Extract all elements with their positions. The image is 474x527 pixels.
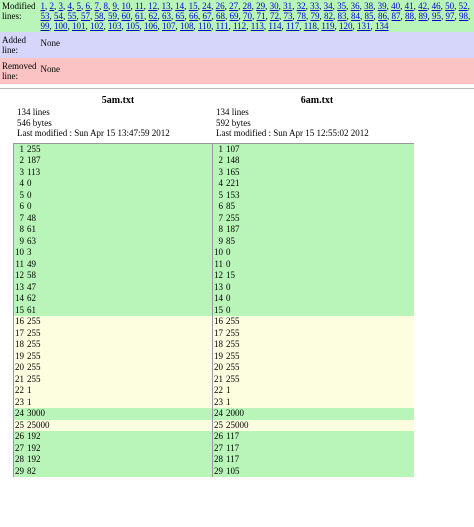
line-text: 0	[224, 293, 414, 305]
code-line	[213, 201, 414, 213]
modified-line-link[interactable]: 105	[126, 21, 140, 31]
modified-line-link[interactable]: 101	[72, 21, 86, 31]
line-number: 6	[14, 201, 25, 213]
right-file-modified: Last modified : Sun Apr 15 12:55:02 2012	[216, 128, 369, 138]
modified-line-link[interactable]: 68	[216, 11, 225, 21]
line-number: 5	[213, 190, 224, 202]
modified-line-link[interactable]: 99	[40, 21, 50, 31]
modified-line-link[interactable]: 59	[108, 11, 117, 21]
code-line	[14, 247, 215, 259]
code-line	[14, 190, 215, 202]
added-line-label: Added line:	[0, 32, 39, 58]
line-number: 6	[213, 201, 224, 213]
code-line	[14, 155, 215, 167]
modified-line-link[interactable]: 67	[202, 11, 212, 21]
modified-line-link[interactable]: 36	[350, 1, 360, 11]
line-text: 1	[25, 397, 215, 409]
modified-line-link[interactable]: 102	[90, 21, 104, 31]
line-number: 13	[214, 281, 223, 292]
file-comparison	[0, 89, 474, 509]
line-text: 0	[224, 259, 414, 271]
left-file-name: 5am.txt	[101, 95, 135, 106]
line-number: 17	[214, 327, 223, 338]
line-number: 3	[213, 167, 224, 179]
code-line	[213, 339, 414, 351]
modified-line-link[interactable]: 28	[242, 1, 252, 11]
code-line	[213, 270, 414, 282]
line-text: 48	[25, 213, 215, 225]
modified-line-link[interactable]: 5	[76, 1, 81, 11]
code-line	[14, 213, 215, 225]
modified-line-link[interactable]: 60	[121, 11, 131, 21]
modified-line-link[interactable]: 103	[108, 21, 122, 31]
line-text: 0	[224, 305, 414, 317]
line-text: 255	[25, 316, 215, 328]
line-number: 23	[214, 396, 223, 407]
modified-line-link[interactable]: 61	[135, 11, 144, 21]
code-line	[213, 328, 414, 340]
left-file-modified: Last modified : Sun Apr 15 13:47:59 2012	[17, 128, 170, 138]
modified-line-link[interactable]: 73	[283, 11, 293, 21]
code-line	[213, 282, 414, 294]
modified-line-link[interactable]: 26	[215, 1, 225, 11]
code-line	[14, 431, 215, 443]
modified-line-link[interactable]: 15	[188, 1, 198, 11]
modified-line-link[interactable]: 34	[323, 1, 333, 11]
line-number: 11	[15, 258, 24, 269]
modified-line-link[interactable]: 134	[375, 21, 389, 31]
line-number: 18	[15, 339, 24, 349]
line-text: 187	[224, 224, 414, 236]
code-line	[213, 167, 414, 179]
line-number: 5	[14, 190, 25, 202]
modified-line-link[interactable]: 32	[296, 1, 306, 11]
line-number: 28	[214, 454, 223, 464]
modified-line-link[interactable]: 2	[49, 1, 54, 11]
code-line	[213, 259, 414, 271]
line-text: 117	[224, 443, 414, 455]
modified-line-link[interactable]: 72	[270, 11, 279, 21]
line-number: 27	[15, 442, 24, 453]
line-number: 19	[214, 350, 223, 361]
modified-line-link[interactable]: 108	[180, 21, 194, 31]
modified-line-link[interactable]: 53	[40, 11, 50, 21]
line-number: 13	[15, 281, 24, 292]
line-number: 25	[214, 419, 223, 430]
line-number: 23	[15, 396, 24, 407]
code-line	[213, 213, 414, 225]
line-text: 61	[25, 224, 215, 236]
left-file-panel	[13, 95, 223, 477]
line-text: 221	[224, 178, 414, 190]
line-text: 192	[25, 431, 215, 443]
modified-lines-label: Modified lines:	[0, 0, 39, 32]
legend-added-row	[0, 32, 474, 58]
modified-line-link[interactable]: 113	[250, 21, 264, 31]
modified-line-link[interactable]: 42	[418, 1, 428, 11]
code-line	[14, 397, 215, 409]
code-line	[14, 270, 215, 282]
line-text: 255	[224, 328, 414, 340]
line-number: 9	[213, 236, 224, 248]
line-number: 20	[15, 362, 24, 372]
code-line	[14, 408, 215, 420]
modified-line-link[interactable]: 31	[283, 1, 293, 11]
modified-line-link[interactable]: 8	[103, 1, 108, 11]
code-line	[14, 351, 215, 363]
line-text: 63	[25, 236, 215, 248]
line-number: 29	[214, 465, 223, 476]
line-text: 255	[25, 328, 215, 340]
line-number: 8	[14, 224, 25, 236]
modified-line-link[interactable]: 88	[405, 11, 414, 21]
modified-line-link[interactable]: 131	[357, 21, 371, 31]
line-number: 19	[15, 350, 24, 361]
modified-line-link[interactable]: 85	[364, 11, 374, 21]
modified-line-link[interactable]: 12	[148, 1, 158, 11]
line-number: 22	[15, 385, 24, 395]
code-line	[213, 247, 414, 259]
line-text: 192	[25, 454, 215, 466]
code-line	[213, 466, 414, 478]
line-number: 15	[214, 304, 223, 315]
line-number: 8	[213, 224, 224, 236]
line-number: 16	[15, 316, 24, 326]
line-text: 148	[224, 155, 414, 167]
modified-line-link[interactable]: 69	[229, 11, 239, 21]
code-line	[213, 454, 414, 466]
modified-line-link[interactable]: 86	[378, 11, 387, 21]
code-line	[213, 374, 414, 386]
modified-line-link[interactable]: 40	[391, 1, 401, 11]
line-text: 25000	[224, 420, 414, 432]
modified-line-link[interactable]: 30	[269, 1, 279, 11]
modified-line-link[interactable]: 111	[215, 21, 229, 31]
line-text: 0	[25, 178, 215, 190]
line-number: 12	[214, 270, 223, 280]
line-number: 10	[15, 247, 24, 257]
code-line	[213, 397, 414, 409]
modified-line-link[interactable]: 84	[351, 11, 360, 21]
code-line	[14, 339, 215, 351]
line-text: 82	[25, 466, 215, 478]
line-text: 255	[25, 374, 215, 386]
line-text: 255	[25, 351, 215, 363]
line-number: 7	[213, 213, 224, 225]
line-text: 85	[224, 201, 414, 213]
modified-line-link[interactable]: 114	[268, 21, 282, 31]
code-line	[14, 293, 215, 305]
right-file-content[interactable]	[212, 143, 414, 478]
line-text: 0	[25, 190, 215, 202]
line-text: 255	[25, 339, 215, 351]
line-number: 11	[214, 258, 223, 269]
modified-line-link[interactable]: 89	[418, 11, 428, 21]
code-line	[14, 259, 215, 271]
line-number: 21	[214, 373, 223, 384]
line-text: 187	[25, 155, 215, 167]
modified-line-link[interactable]: 71	[256, 11, 266, 21]
line-number: 17	[15, 327, 24, 338]
line-text: 117	[224, 431, 414, 443]
line-text: 107	[224, 144, 414, 156]
line-number: 14	[214, 293, 223, 303]
line-text: 255	[224, 339, 414, 351]
modified-line-link[interactable]: 11	[135, 1, 144, 11]
line-text: 47	[25, 282, 215, 294]
code-line	[14, 236, 215, 248]
modified-line-link[interactable]: 6	[85, 1, 90, 11]
modified-line-link[interactable]: 117	[286, 21, 300, 31]
line-text: 49	[25, 259, 215, 271]
line-number: 2	[14, 155, 25, 167]
modified-line-link[interactable]: 63	[162, 11, 171, 21]
code-line	[14, 144, 215, 156]
removed-line-value: None	[39, 58, 474, 84]
modified-line-link[interactable]: 65	[175, 11, 185, 21]
line-number: 3	[14, 167, 25, 179]
modified-line-link[interactable]: 83	[337, 11, 347, 21]
line-number: 2	[213, 155, 224, 167]
line-text: 2000	[224, 408, 414, 420]
line-text: 113	[25, 167, 215, 179]
line-number: 7	[14, 213, 25, 225]
line-number: 25	[15, 419, 24, 430]
line-number: 28	[15, 454, 24, 464]
line-text: 25000	[25, 420, 215, 432]
modified-line-link[interactable]: 107	[162, 21, 176, 31]
modified-line-link[interactable]: 120	[339, 21, 353, 31]
diff-legend	[0, 0, 474, 84]
line-number: 21	[15, 373, 24, 384]
line-text: 15	[224, 270, 414, 282]
line-text: 153	[224, 190, 414, 202]
code-line	[213, 420, 414, 432]
line-text: 255	[25, 362, 215, 374]
line-text: 255	[224, 213, 414, 225]
modified-line-link[interactable]: 100	[54, 21, 68, 31]
modified-line-link[interactable]: 118	[303, 21, 317, 31]
modified-line-link[interactable]: 70	[243, 11, 252, 21]
modified-line-link[interactable]: 119	[321, 21, 335, 31]
line-text: 1	[25, 385, 215, 397]
code-line	[213, 351, 414, 363]
modified-line-link[interactable]: 10	[121, 1, 131, 11]
code-line	[213, 190, 414, 202]
left-file-line-count: 134 lines	[17, 107, 50, 117]
line-number: 18	[214, 339, 223, 349]
line-text: 0	[224, 247, 414, 259]
line-text: 255	[224, 374, 414, 386]
code-line	[14, 305, 215, 317]
modified-line-link[interactable]: 9	[112, 1, 117, 11]
legend-removed-row	[0, 58, 474, 84]
line-text: 85	[224, 236, 414, 248]
modified-line-link[interactable]: 29	[256, 1, 266, 11]
code-line	[14, 420, 215, 432]
modified-line-link[interactable]: 95	[432, 11, 441, 21]
modified-line-link[interactable]: 79	[310, 11, 320, 21]
line-text: 62	[25, 293, 215, 305]
removed-line-label: Removed line:	[0, 58, 39, 84]
modified-line-link[interactable]: 33	[310, 1, 320, 11]
modified-line-link[interactable]: 14	[175, 1, 185, 11]
line-text: 255	[25, 144, 215, 156]
line-text: 3000	[25, 408, 215, 420]
code-line	[14, 362, 215, 374]
code-line	[213, 293, 414, 305]
line-text: 255	[224, 362, 414, 374]
modified-line-link[interactable]: 87	[391, 11, 401, 21]
line-number: 10	[214, 247, 223, 257]
line-text: 192	[25, 443, 215, 455]
code-line	[213, 178, 414, 190]
code-line	[14, 178, 215, 190]
right-file-line-count: 134 lines	[216, 107, 249, 117]
line-text: 3	[25, 247, 215, 259]
modified-line-link[interactable]: 13	[161, 1, 171, 11]
left-file-size: 546 bytes	[17, 117, 52, 128]
code-line	[14, 328, 215, 340]
modified-lines-links: 1, 2, 3, 4, 5, 6, 7, 8, 9, 10, 11, 12, 13, 14, 15, 24, 26, 27, 28, 29, 30, 31, 32, 33, 34, 35, 36, 38, 39, 40, 41, 42, 46, 50, 52, 53, 54, 55, 57, 58, 59, 60, 61, 62, 63, 65, 66, 67, 68, 69, 70, 71, 72, 73, 78, 79, 82, 83, 84, 85, 86, 87, 88, 89, 95, 97, 98, 99, 100, 101, 102, 103, 105, 106, 107, 108, 110, 111, 112, 113, 114, 117, 118, 119, 120, 131, 134	[39, 0, 474, 32]
left-file-content[interactable]	[13, 143, 215, 478]
line-number: 24	[214, 408, 223, 418]
modified-line-link[interactable]: 58	[94, 11, 104, 21]
added-line-value: None	[39, 32, 474, 58]
modified-line-link[interactable]: 50	[445, 1, 455, 11]
code-line	[213, 305, 414, 317]
right-file-name: 6am.txt	[300, 95, 334, 106]
code-line	[213, 144, 414, 156]
modified-line-link[interactable]: 106	[144, 21, 158, 31]
code-line	[213, 224, 414, 236]
modified-line-link[interactable]: 110	[198, 21, 212, 31]
modified-line-link[interactable]: 1	[40, 1, 45, 11]
line-number: 16	[214, 316, 223, 326]
code-line	[14, 201, 215, 213]
line-number: 22	[214, 385, 223, 395]
line-number: 15	[15, 304, 24, 315]
right-file-panel	[212, 95, 422, 477]
line-text: 1	[224, 385, 414, 397]
code-line	[213, 316, 414, 328]
line-text: 61	[25, 305, 215, 317]
modified-line-link[interactable]: 66	[189, 11, 198, 21]
line-text: 165	[224, 167, 414, 179]
code-line	[213, 155, 414, 167]
modified-line-link[interactable]: 57	[81, 11, 90, 21]
modified-line-link[interactable]: 27	[229, 1, 239, 11]
modified-line-link[interactable]: 7	[94, 1, 99, 11]
modified-line-link[interactable]: 112	[233, 21, 247, 31]
code-line	[14, 167, 215, 179]
line-number: 20	[214, 362, 223, 372]
code-line	[14, 454, 215, 466]
right-file-size: 592 bytes	[216, 117, 251, 128]
line-number: 1	[213, 144, 224, 156]
line-number: 12	[15, 270, 24, 280]
line-text: 0	[224, 282, 414, 294]
modified-line-link[interactable]: 35	[337, 1, 347, 11]
line-number: 27	[214, 442, 223, 453]
modified-line-link[interactable]: 78	[297, 11, 306, 21]
modified-line-link[interactable]: 41	[404, 1, 414, 11]
code-line	[14, 282, 215, 294]
line-text: 58	[25, 270, 215, 282]
line-number: 4	[14, 178, 25, 190]
line-text: 117	[224, 454, 414, 466]
code-line	[14, 316, 215, 328]
line-number: 24	[15, 408, 24, 418]
modified-line-link[interactable]: 24	[202, 1, 212, 11]
line-text: 255	[224, 316, 414, 328]
line-number: 29	[15, 465, 24, 476]
modified-line-link[interactable]: 98	[459, 11, 468, 21]
code-line	[14, 374, 215, 386]
code-line	[213, 431, 414, 443]
line-number: 4	[213, 178, 224, 190]
modified-line-link[interactable]: 39	[377, 1, 387, 11]
modified-line-link[interactable]: 38	[364, 1, 374, 11]
legend-modified-row	[0, 0, 474, 32]
line-number: 9	[14, 236, 25, 248]
modified-line-link[interactable]: 52	[458, 1, 468, 11]
code-line	[14, 385, 215, 397]
code-line	[14, 466, 215, 478]
modified-line-link[interactable]: 3	[58, 1, 63, 11]
line-text: 0	[25, 201, 215, 213]
code-line	[213, 236, 414, 248]
modified-line-link[interactable]: 46	[431, 1, 441, 11]
code-line	[213, 385, 414, 397]
modified-line-link[interactable]: 4	[67, 1, 72, 11]
code-line	[213, 408, 414, 420]
line-text: 255	[224, 351, 414, 363]
modified-line-link[interactable]: 54	[54, 11, 63, 21]
modified-line-link[interactable]: 55	[67, 11, 77, 21]
line-number: 26	[15, 431, 24, 441]
code-line	[213, 443, 414, 455]
line-text: 1	[224, 397, 414, 409]
modified-line-link[interactable]: 82	[324, 11, 333, 21]
modified-line-link[interactable]: 97	[445, 11, 455, 21]
line-text: 105	[224, 466, 414, 478]
code-line	[14, 443, 215, 455]
line-number: 26	[214, 431, 223, 441]
line-number: 14	[15, 293, 24, 303]
code-line	[14, 224, 215, 236]
line-number: 1	[14, 144, 25, 156]
modified-line-link[interactable]: 62	[148, 11, 158, 21]
code-line	[213, 362, 414, 374]
